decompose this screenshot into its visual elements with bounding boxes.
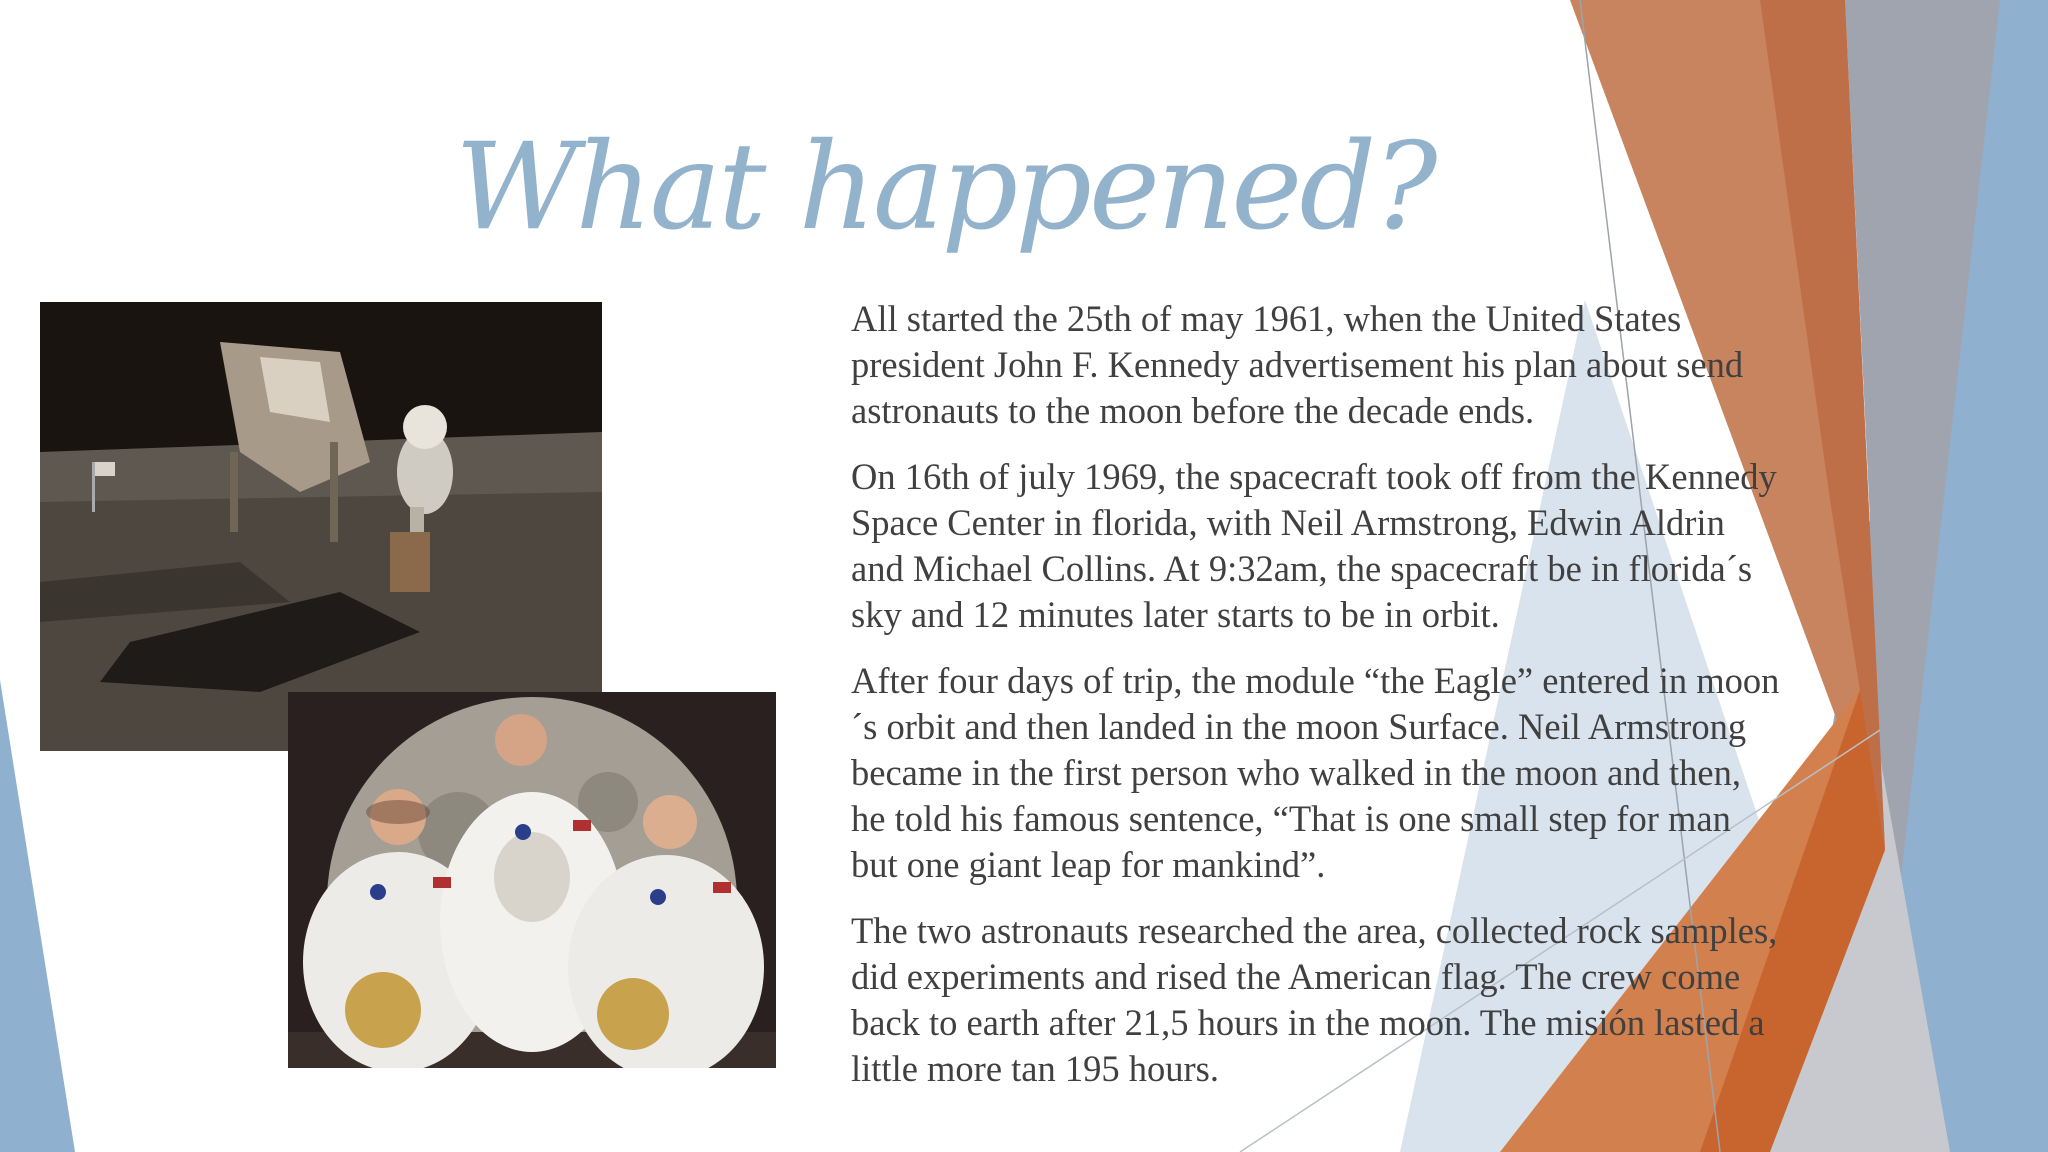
paragraph-3: After four days of trip, the module “the Eagle” entered in moon´s orbit and then landed in the moon Surface. Neil Armstrong became in the first person who walked in the moon and then, he told his famous sentence, “That is one small step for man but one giant leap for mankind”. [851, 660, 1780, 885]
body-text [851, 296, 1781, 1112]
paragraph-4: The two astronauts researched the area, collected rock samples, did experiments and rised the American flag. The crew come back to earth after 21,5 hours in the moon. The misión lasted a little more tan 195 hours. [851, 910, 1778, 1089]
moon-landing-photo [40, 302, 602, 751]
paragraph-2: On 16th of july 1969, the spacecraft took off from the Kennedy Space Center in florida, with Neil Armstrong, Edwin Aldrin and Michael Collins. At 9:32am, the spacecraft be in florida´s sky and 12 minutes later starts to be in orbit. [851, 456, 1777, 635]
slide-title: What happened? [455, 118, 1435, 257]
paragraph-1: All started the 25th of may 1961, when the United States president John F. Kennedy advertisement his plan about send astronauts to the moon before the decade ends. [851, 298, 1744, 431]
apollo-11-crew-photo [288, 692, 776, 1068]
